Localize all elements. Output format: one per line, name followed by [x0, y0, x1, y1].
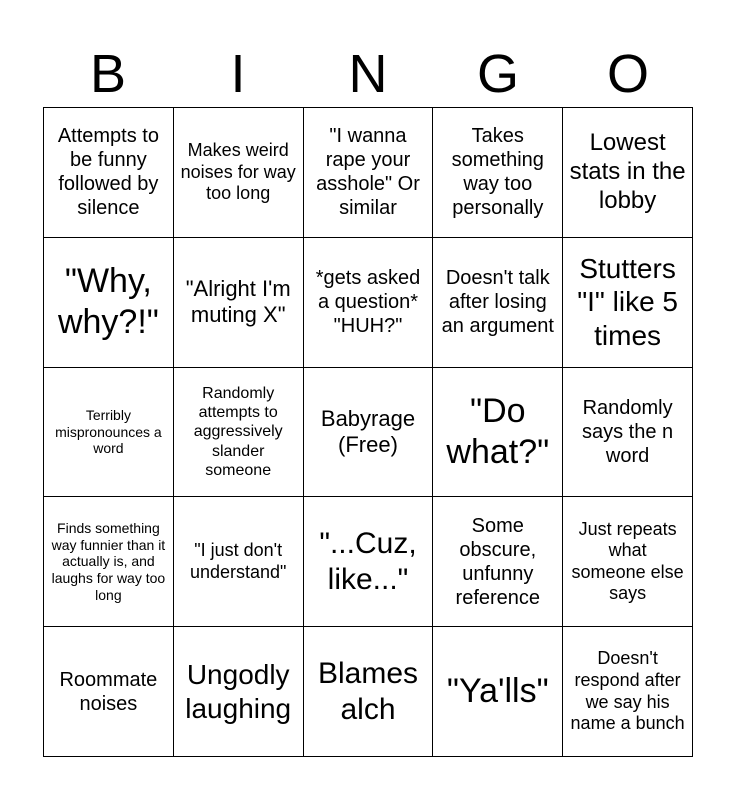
bingo-cell[interactable] — [433, 627, 563, 757]
cell-text: Blames alch — [317, 656, 419, 726]
bingo-cell[interactable] — [563, 108, 693, 238]
bingo-cell[interactable] — [563, 368, 693, 498]
bingo-cell[interactable] — [563, 497, 693, 627]
bingo-cell[interactable] — [44, 627, 174, 757]
cell-text: *gets asked a question* "HUH?" — [315, 267, 421, 338]
bingo-cell[interactable] — [304, 497, 434, 627]
cell-text: Some obscure, unfunny reference — [455, 514, 541, 609]
bingo-cell[interactable] — [44, 238, 174, 368]
cell-text: Ungodly laughing — [185, 659, 292, 724]
cell-text: Takes something way too personally — [451, 125, 544, 220]
cell-text: Makes weird noises for way too long — [180, 140, 296, 204]
cell-text: Finds something way funnier than it actually is, and laughs for way too long — [51, 519, 166, 603]
bingo-cell[interactable] — [304, 108, 434, 238]
bingo-cell[interactable] — [433, 238, 563, 368]
bingo-cell[interactable] — [433, 108, 563, 238]
cell-text: Lowest stats in the lobby — [569, 129, 686, 214]
cell-text: "I just don't understand" — [189, 540, 287, 582]
cell-text: Stutters "I" like 5 times — [577, 252, 678, 351]
bingo-header — [43, 40, 693, 108]
bingo-cell[interactable] — [174, 497, 304, 627]
header-letter-n: N — [348, 44, 388, 104]
cell-text: "Why, why?!" — [57, 262, 159, 342]
bingo-cell[interactable] — [174, 368, 304, 498]
cell-text: Randomly attempts to aggressively slander someone — [193, 385, 283, 479]
cell-text: Doesn't talk after losing an argument — [441, 267, 554, 338]
header-letter-g: G — [476, 44, 519, 104]
bingo-cell[interactable] — [563, 627, 693, 757]
cell-text: "Alright I'm muting X" — [185, 275, 291, 328]
cell-text: Terribly mispronounces a word — [55, 406, 162, 457]
bingo-cell[interactable] — [433, 368, 563, 498]
cell-text: Just repeats what someone else says — [571, 518, 684, 604]
cell-text: "I wanna rape your asshole" Or similar — [316, 125, 420, 220]
bingo-cell[interactable] — [174, 108, 304, 238]
bingo-grid — [43, 107, 693, 757]
header-letter-b: B — [89, 44, 127, 104]
bingo-cell[interactable] — [174, 627, 304, 757]
bingo-cell[interactable] — [174, 238, 304, 368]
bingo-cell[interactable] — [44, 497, 174, 627]
cell-text: Roommate noises — [59, 668, 158, 715]
cell-text: Randomly says the n word — [582, 396, 674, 467]
cell-text: Babyrage (Free) — [320, 405, 416, 457]
cell-text: "Ya'lls" — [446, 672, 549, 711]
bingo-cell[interactable] — [563, 238, 693, 368]
bingo-cell[interactable] — [304, 627, 434, 757]
cell-text: "Do what?" — [446, 392, 550, 471]
header-letter-i: I — [230, 44, 246, 104]
bingo-cell[interactable] — [304, 238, 434, 368]
bingo-cell[interactable] — [304, 368, 434, 498]
bingo-cell[interactable] — [44, 108, 174, 238]
cell-text: Attempts to be funny followed by silence — [57, 125, 159, 220]
header-letter-o: O — [606, 44, 649, 104]
bingo-cell[interactable] — [433, 497, 563, 627]
cell-text: Doesn't respond after we say his name a bunch — [570, 648, 685, 734]
cell-text: "...Cuz, like..." — [319, 526, 417, 596]
bingo-cell[interactable] — [44, 368, 174, 498]
